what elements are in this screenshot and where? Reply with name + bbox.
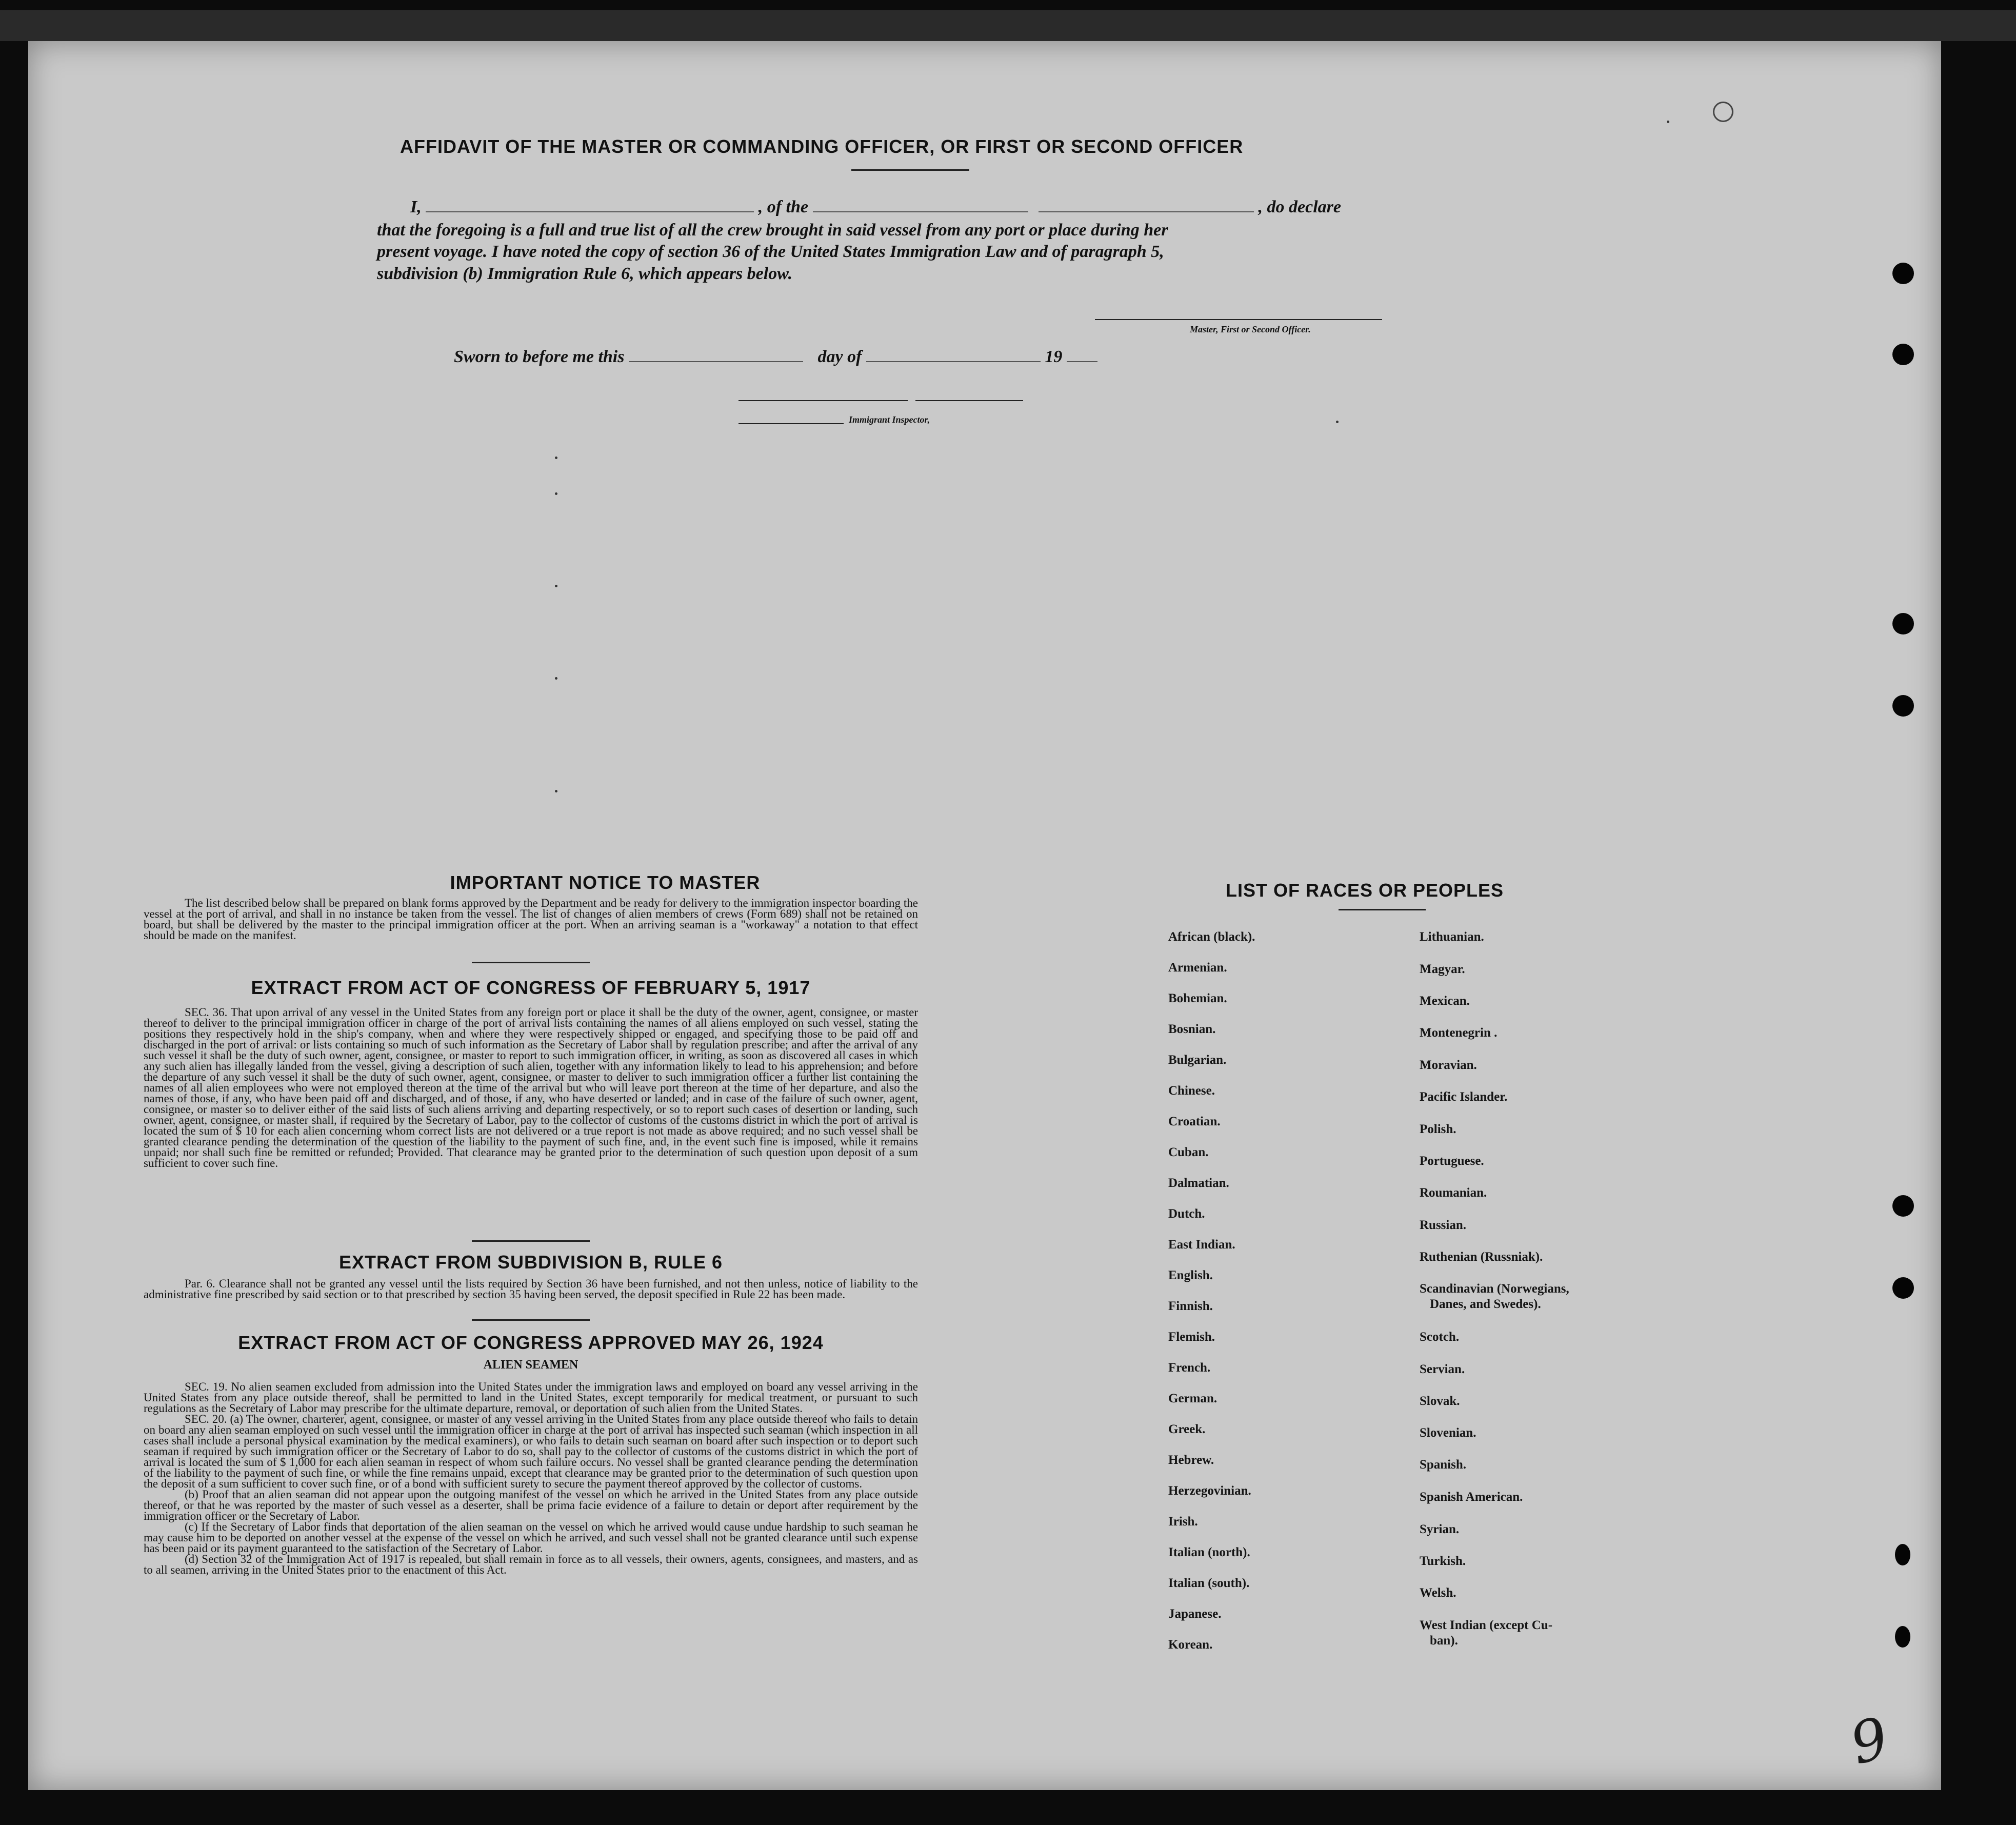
inspector-label: Immigrant Inspector, [849, 414, 930, 425]
extract-1924-title: EXTRACT FROM ACT OF CONGRESS APPROVED MAY 26, 1924 [238, 1332, 824, 1353]
race-item: Danes, and Swedes). [1430, 1297, 1541, 1311]
race-item: Greek. [1168, 1422, 1206, 1436]
race-item: Slovenian. [1420, 1426, 1476, 1440]
top-edge-shadow [0, 10, 2016, 41]
race-item: Chinese. [1168, 1084, 1215, 1098]
race-item: Finnish. [1168, 1299, 1213, 1313]
race-item: West Indian (except Cu- [1420, 1618, 1553, 1632]
affidavit-line-1 [410, 197, 1341, 217]
race-item: Servian. [1420, 1362, 1465, 1376]
affidavit-of-the: , of the [758, 197, 809, 216]
race-item: Spanish American. [1420, 1490, 1523, 1504]
year-text: 19 [1045, 347, 1063, 366]
punch-hole [1892, 1277, 1914, 1299]
sec-20-b-text: (b) Proof that an alien seaman did not appear upon the outgoing manifest of the vessel on which he arrived in the United States from any place outside thereof, or that he was reported by the master of such vessel as a deserter, shall be prima facie evidence of a failure to detain or deport after requirement by the immigration officer or the Secretary of Labor. [144, 1488, 918, 1522]
race-item: Dalmatian. [1168, 1176, 1229, 1190]
ink-dot [1336, 421, 1339, 423]
race-item: Korean. [1168, 1638, 1213, 1652]
race-item: Flemish. [1168, 1330, 1215, 1344]
race-item: Pacific Islander. [1420, 1090, 1508, 1104]
punch-hole [1892, 695, 1914, 717]
race-item: Spanish. [1420, 1458, 1467, 1472]
subdivision-title: EXTRACT FROM SUBDIVISION B, RULE 6 [338, 1252, 723, 1273]
month-blank[interactable] [866, 348, 1041, 362]
affidavit-i: I, [410, 197, 422, 216]
race-item: Scotch. [1420, 1330, 1460, 1344]
race-item: Scandinavian (Norwegians, [1420, 1282, 1569, 1296]
affidavit-line-2: that the foregoing is a full and true list of all the crew brought in said vessel from any port or place during her [377, 221, 1168, 240]
race-item: ban). [1430, 1634, 1458, 1648]
race-item: Moravian. [1420, 1058, 1477, 1072]
year-blank[interactable] [1067, 348, 1097, 362]
ink-circle [1713, 102, 1733, 122]
notice-text: The list described below shall be prepared on blank forms approved by the Department and be ready for delivery to the immigration inspector boarding the vessel at the port of arrival, and shall in no instance be taken from the vessel. The list of changes of alien members of crews (Form 689) shall not be retained on board, but shall be delivered by the master to the principal immigration officer at the port. When an arriving seaman is a "workaway" a notation to that effect should be made on the manifest. [144, 897, 918, 942]
extract-1917-title: EXTRACT FROM ACT OF CONGRESS OF FEBRUARY 5, 1917 [251, 977, 811, 998]
punch-hole [1892, 613, 1914, 634]
race-item: Slovak. [1420, 1394, 1460, 1408]
inspector-line-b [915, 400, 1023, 401]
races-title-rule [1339, 909, 1426, 910]
extract-1917-text: SEC. 36. That upon arrival of any vessel in the United States from any foreign port or place it shall be the duty of the owner, agent, consignee, or master thereof to deliver to the principal immigration officer in charge of the port of arrival lists containing the names of all aliens employed on such vessel, stating the positions they respectively hold in the ship's company, when and where they were respectively shipped or engaged, and specifying those to be paid off and discharged in the port of arrival: or lists containing so much of such information as the Secretary of Labor shall by regulation prescribe; and after the arrival of any such vessel it shall be the duty of such owner, agent, consignee, or master to report to such immigration officer, in writing, as soon as discovered all cases in which any such alien has illegally landed from the vessel, giving a description of such alien, together with any information likely to lead to his apprehension; and before the departure of any such vessel it shall be the duty of such owner, agent, consignee, or master to deliver to such immigration officer a further list containing the names of all alien employees who were not employed thereon at the time of the arrival but who will leave port thereon at the time of her departure, and also the names of those, if any, who have been paid off and discharged, and of those, if any, who have deserted or landed; and in case of the failure of such owner, agent, consignee, or master so to deliver either of the said lists of such aliens arriving and departing respectively, or so to report such cases of desertion or landing, such owner, agent, consignee, or master shall, if required by the Secretary of Labor, pay to the collector of customs of the customs district in which the port of arrival is located the sum of $ 10 for each alien concerning whom correct lists are not delivered or a true report is not made as above required; and no such vessel shall be granted clearance pending the determination of the question of the liability to the payment of such fine, and, in the event such fine is imposed, while it remains unpaid; nor shall such fine be remitted or refunded; Provided. That clearance may be granted prior to the determination of such question upon deposit of a sum sufficient to cover such fine. [144, 1006, 918, 1169]
race-item: Magyar. [1420, 962, 1465, 976]
race-item: Japanese. [1168, 1607, 1222, 1621]
race-item: Italian (south). [1168, 1576, 1250, 1590]
race-item: Mexican. [1420, 994, 1470, 1008]
inspector-line-c [738, 423, 844, 424]
ink-dot [555, 677, 557, 680]
vessel-blank-2[interactable] [1039, 198, 1254, 212]
name-blank[interactable] [426, 198, 754, 212]
notice-rule [472, 962, 590, 963]
race-item: Bosnian. [1168, 1022, 1216, 1036]
extract-1924-subtitle: ALIEN SEAMEN [483, 1358, 578, 1372]
race-item: Roumanian. [1420, 1186, 1487, 1200]
race-item: Hebrew. [1168, 1453, 1214, 1467]
race-item: Bulgarian. [1168, 1053, 1227, 1067]
race-item: English. [1168, 1268, 1213, 1282]
ink-dot [1667, 121, 1669, 123]
race-item: Polish. [1420, 1122, 1456, 1136]
sworn-text: Sworn to before me this [454, 347, 625, 366]
subdivision-rule [472, 1319, 590, 1321]
sec-19-text: SEC. 19. No alien seamen excluded from admission into the United States under the immigration laws and employed on board any vessel arriving in the United States from any place outside thereof, shall be permitted to land in the United States, except temporarily for medical treatment, or pursuant to such regulations as the Secretary of Labor may prescribe for the ultimate departure, removal, or deportation of such alien from the United States. [144, 1380, 918, 1415]
affidavit-title: AFFIDAVIT OF THE MASTER OR COMMANDING OFFICER, OR FIRST OR SECOND OFFICER [400, 136, 1244, 157]
sworn-line [454, 347, 1097, 367]
races-title: LIST OF RACES OR PEOPLES [1226, 880, 1504, 901]
inspector-line-a [738, 400, 908, 401]
affidavit-declare: , do declare [1258, 197, 1341, 216]
sec-20-c-text: (c) If the Secretary of Labor finds that deportation of the alien seaman on the vessel on which he arrived would cause undue hardship to such seaman he may cause him to be deported on another vessel at the expense of the vessel on which he arrived, and such vessel shall not be granted clearance until such expense has been paid or its payment guaranteed to the satisfaction of the Secretary of Labor. [144, 1520, 918, 1555]
race-item: Dutch. [1168, 1207, 1205, 1221]
sworn-day-blank[interactable] [629, 348, 803, 362]
ink-dot [555, 492, 557, 495]
race-item: Cuban. [1168, 1145, 1209, 1159]
punch-hole [1892, 263, 1914, 284]
race-item: Welsh. [1420, 1586, 1456, 1600]
race-item: Portuguese. [1420, 1154, 1484, 1168]
punch-hole [1892, 344, 1914, 365]
race-item: French. [1168, 1361, 1211, 1375]
extract-1924-body [144, 1381, 918, 1575]
master-label: Master, First or Second Officer. [1190, 324, 1311, 334]
race-item: German. [1168, 1392, 1217, 1405]
punch-hole [1892, 1195, 1914, 1217]
race-item: Bohemian. [1168, 991, 1227, 1005]
sec-20-text: SEC. 20. (a) The owner, charterer, agent, consignee, or master of any vessel arriving in the United States from any place outside thereof who fails to detain on board any alien seaman employed on such vessel until the immigration officer in charge at the port of arrival has inspected such seaman (which inspection in all cases shall include a personal physical examination by the medical examiners), or who fails to detain such seaman on board after such inspection or to deport such seaman if required by such immigration officer or the Secretary of Labor to do so, shall pay to the collector of customs of the customs district in which the port of arrival is located the sum of $ 1,000 for each alien seaman in respect of whom such failure occurs. No vessel shall be granted clearance pending the determination of the liability to the payment of such fine, or while the fine remains unpaid, except that clearance may be granted prior to the determination of such question upon the deposit of a sum sufficient to cover such fine, or of a bond with sufficient surety to secure the payment thereof approved by the collector of customs. [144, 1413, 918, 1490]
master-signature-line [1095, 319, 1382, 320]
race-item: African (black). [1168, 930, 1255, 944]
affidavit-line-3: present voyage. I have noted the copy of section 36 of the United States Immigration Law and of paragraph 5, [377, 242, 1164, 261]
ink-dot [555, 457, 557, 459]
race-item: Irish. [1168, 1515, 1198, 1529]
extract-1917-rule [472, 1240, 590, 1242]
race-item: Russian. [1420, 1218, 1467, 1232]
punch-hole [1895, 1544, 1910, 1565]
race-item: Turkish. [1420, 1554, 1466, 1568]
affidavit-line-4: subdivision (b) Immigration Rule 6, which appears below. [377, 264, 793, 283]
race-item: Croatian. [1168, 1115, 1221, 1128]
subdivision-text: Par. 6. Clearance shall not be granted any vessel until the lists required by Section 36 have been furnished, and not then unless, notice of liability to the administrative fine prescribed by said section or to that prescribed by section 35 having been served, the deposit specified in Rule 22 has been made. [144, 1277, 918, 1301]
notice-title: IMPORTANT NOTICE TO MASTER [450, 872, 761, 893]
vessel-blank[interactable] [813, 198, 1028, 212]
race-item: Herzegovinian. [1168, 1484, 1251, 1498]
race-item: East Indian. [1168, 1238, 1235, 1252]
day-of-text: day of [817, 347, 862, 366]
sec-20-d-text: (d) Section 32 of the Immigration Act of 1917 is repealed, but shall remain in force as to all vessels, their owners, agents, consignees, and masters, and as to all seamen, arriving in the United States prior to the enactment of this Act. [144, 1553, 918, 1576]
ink-dot [555, 585, 557, 587]
race-item: Armenian. [1168, 961, 1227, 975]
handwritten-page-mark: 9 [1843, 1704, 1895, 1777]
race-item: Montenegrin . [1420, 1026, 1498, 1040]
race-item: Italian (north). [1168, 1545, 1250, 1559]
affidavit-title-rule [851, 169, 969, 171]
race-item: Ruthenian (Russniak). [1420, 1250, 1543, 1264]
punch-hole [1895, 1626, 1910, 1648]
race-item: Lithuanian. [1420, 930, 1484, 944]
race-item: Syrian. [1420, 1522, 1460, 1536]
ink-dot [555, 790, 557, 792]
